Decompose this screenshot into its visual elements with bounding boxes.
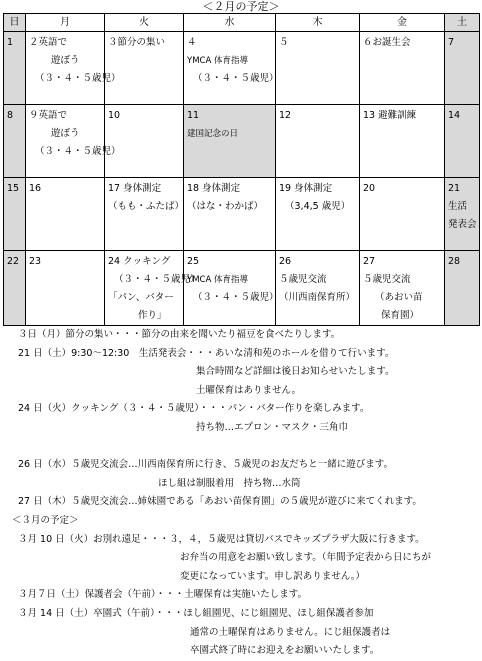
day-cell <box>184 105 276 178</box>
day-cell <box>360 105 445 178</box>
weekday-header: 木 <box>276 14 360 32</box>
note-line: ３月 14 日（土）卒園式（午前）・・・ほし組園児、にじ組園児、ほし組保護者参加 <box>18 607 374 619</box>
day-number: ５ <box>279 37 289 48</box>
note-line: お弁当の用意をお願い致します。（年間予定表から日にちが <box>180 552 431 564</box>
day-number: ６お誕生会 <box>363 37 411 48</box>
day-event-text: 建国記念の日 <box>187 129 239 139</box>
note-line: ３日（月）節分の集い・・・節分の由来を聞いたり福豆を食べたりします。 <box>18 329 341 340</box>
day-number: 17 身体測定 <box>108 183 162 194</box>
day-cell <box>184 251 279 326</box>
day-number: ２英語で <box>29 37 68 48</box>
day-number: 26 <box>279 256 292 267</box>
day-number: 21 <box>448 183 461 194</box>
weekday-header: 水 <box>184 14 276 32</box>
day-cell <box>4 105 26 178</box>
day-cell <box>105 105 184 178</box>
day-event-text: （あおい苗 <box>375 292 423 303</box>
day-cell <box>4 251 26 326</box>
day-event-text: （３・４・５歳児） <box>35 146 121 157</box>
week-row <box>4 251 480 326</box>
day-event-text: YMCA 体育指導 <box>187 56 248 66</box>
day-number: 25 <box>187 256 200 267</box>
day-event-text: ５歳児交流 <box>279 274 327 285</box>
day-cell <box>445 105 480 178</box>
weekday-header: 日 <box>4 14 26 32</box>
day-number: 7 <box>448 37 455 48</box>
note-line: ３月 10 日（火）お別れ遠足・・・３，４，５歳児は貸切バスでキッズプラザ大阪に行きます。 <box>18 533 425 545</box>
note-line <box>0 438 482 457</box>
day-cell <box>26 178 105 251</box>
note-line: 集合時間など詳細は後日お知らせいたします。 <box>196 366 395 378</box>
day-cell <box>276 105 360 178</box>
day-cell <box>26 251 105 326</box>
day-cell <box>26 32 121 105</box>
day-event-text: 生活 <box>448 201 468 212</box>
day-number: ４ <box>187 37 197 48</box>
day-event-text: （川西南保育所） <box>279 292 356 303</box>
note-line: 24 日（火）クッキング（３・４・５歳児）・・・パン・バター作りを楽しみます。 <box>18 403 370 415</box>
day-cell <box>360 32 445 105</box>
day-cell <box>4 178 26 251</box>
weekday-header: 金 <box>360 14 445 32</box>
day-cell <box>276 32 360 105</box>
day-cell <box>445 251 480 326</box>
weekday-header: 土 <box>445 14 480 32</box>
day-cell <box>360 251 445 326</box>
note-line: 土曜保育はありません。 <box>196 384 302 396</box>
notes-section <box>0 326 482 661</box>
day-number: 1 <box>7 37 14 48</box>
note-line: ほし組は制服着用 持ち物…水筒 <box>158 477 301 489</box>
day-number: 13 避難訓練 <box>363 110 417 121</box>
day-event-text: 保育園） <box>381 310 420 321</box>
day-number: 19 身体測定 <box>279 183 333 194</box>
day-number: 18 身体測定 <box>187 183 241 194</box>
weekday-header: 月 <box>26 14 105 32</box>
weekday-header-row <box>4 14 480 32</box>
day-number: 27 <box>363 256 376 267</box>
day-event-text: （3,4,5 歳児） <box>285 201 351 212</box>
day-number: 22 <box>7 256 20 267</box>
weekday-header: 火 <box>105 14 184 32</box>
day-cell <box>445 178 480 251</box>
note-line: 通常の土曜保育はありません。にじ組保護者は <box>190 626 391 638</box>
day-event-text: （３・４・５歳児） <box>114 274 200 285</box>
day-cell <box>276 251 360 326</box>
day-cell <box>105 32 184 105</box>
day-cell <box>184 178 276 251</box>
day-cell <box>360 178 445 251</box>
day-event-text: 「パン、バター <box>108 292 174 303</box>
day-event-text: 遊ぼう <box>51 55 80 66</box>
day-event-text: 発表会 <box>448 219 477 230</box>
day-event-text: （３・４・５歳児） <box>35 73 121 84</box>
day-number: ９英語で <box>29 110 68 121</box>
calendar-table <box>3 13 480 326</box>
week-row <box>4 178 480 251</box>
day-number: 15 <box>7 183 20 194</box>
note-line: ３月７日（土）保護者会（午前）・・・土曜保育は実施いたします。 <box>18 589 307 601</box>
section-heading: ＜３月の予定＞ <box>12 514 79 526</box>
note-line: 変更になっています。申し訳ありません。） <box>180 570 366 582</box>
day-event-text: （もも・ふたば） <box>108 201 185 212</box>
day-cell <box>184 32 279 105</box>
week-row <box>4 32 480 105</box>
day-number: 14 <box>448 110 461 121</box>
day-number: 24 クッキング <box>108 256 171 267</box>
day-number: 10 <box>108 110 121 121</box>
day-event-text: YMCA 体育指導 <box>187 275 248 285</box>
day-cell <box>105 178 184 251</box>
page-title: ＜２月の予定＞ <box>202 0 280 13</box>
day-number: 11 <box>187 110 200 121</box>
day-cell <box>4 32 26 105</box>
day-number: 12 <box>279 110 292 121</box>
note-line: 持ち物…エプロン・マスク・三角巾 <box>196 421 349 433</box>
day-number: 8 <box>7 110 14 121</box>
note-line: 卒園式終了時にお迎えをお願いいたします。 <box>190 645 380 657</box>
day-cell <box>276 178 360 251</box>
day-event-text: （はな・わかば） <box>187 201 264 212</box>
day-number: 16 <box>29 183 42 194</box>
day-cell <box>445 32 480 105</box>
day-number: ３節分の集い <box>108 37 166 48</box>
day-event-text: ５歳児交流 <box>363 274 411 285</box>
note-line: 26 日（水）５歳児交流会…川西南保育所に行き、５歳児のお友だちと一緒に遊びます。 <box>18 459 393 471</box>
day-number: 20 <box>363 183 376 194</box>
day-event-text: （３・４・５歳児） <box>193 292 279 303</box>
day-number: 23 <box>29 256 42 267</box>
day-number: 28 <box>448 256 461 267</box>
day-event-text: （３・４・５歳児） <box>193 73 279 84</box>
day-event-text: 遊ぼう <box>51 128 80 139</box>
note-line: 27 日（木）５歳児交流会…姉妹園である「あおい苗保育園」の５歳児が遊びに来てくれます。 <box>18 496 422 508</box>
note-line: 21 日（土）9:30〜12:30 生活発表会・・・あいな清和苑のホールを借りて行います。 <box>18 347 395 359</box>
day-event-text: 作り」 <box>138 310 167 321</box>
week-row <box>4 105 480 178</box>
